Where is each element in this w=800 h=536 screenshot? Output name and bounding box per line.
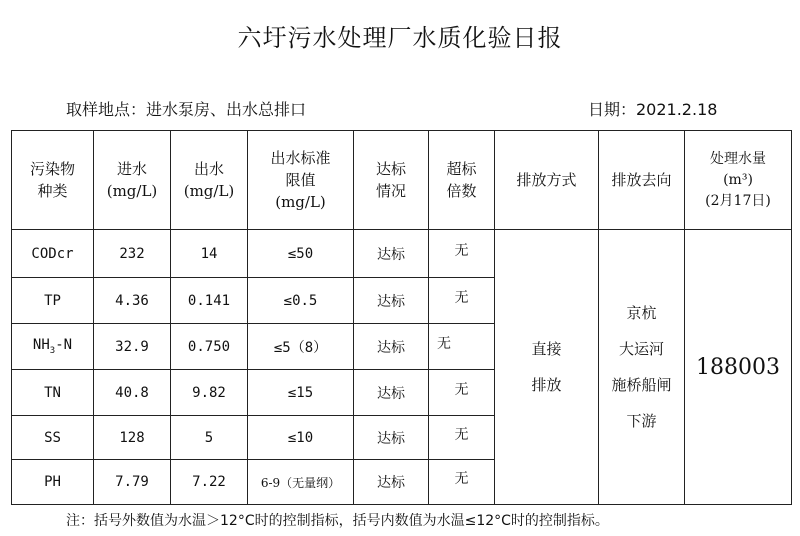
compliance-status: 达标 xyxy=(354,370,429,416)
limit-value: ≤5（8） xyxy=(248,324,354,370)
discharge-method: 直接 排放 xyxy=(495,230,599,505)
effluent-value: 5 xyxy=(171,416,248,460)
exceed-multiple: 无 xyxy=(429,230,495,278)
water-quality-table xyxy=(11,130,792,505)
header-row xyxy=(12,131,792,230)
header-exceed: 超标 倍数 xyxy=(429,131,495,230)
pollutant-name: SS xyxy=(12,416,94,460)
pollutant-name: TN xyxy=(12,370,94,416)
exceed-multiple: 无 xyxy=(429,460,495,505)
effluent-value: 9.82 xyxy=(171,370,248,416)
influent-value: 40.8 xyxy=(94,370,171,416)
pollutant-name: TP xyxy=(12,278,94,324)
report-date: 日期：2021.2.18 xyxy=(588,100,718,119)
limit-value: ≤0.5 xyxy=(248,278,354,324)
footnote: 注：括号外数值为水温＞12°C时的控制指标，括号内数值为水温≤12°C时的控制指标。 xyxy=(66,513,609,529)
header-discharge-method: 排放方式 xyxy=(495,131,599,230)
header-compliance: 达标 情况 xyxy=(354,131,429,230)
header-volume: 处理水量 (m³) (2月17日) xyxy=(685,131,792,230)
header-pollutant: 污染物 种类 xyxy=(12,131,94,230)
exceed-multiple: 无 xyxy=(429,370,495,416)
limit-value: 6-9（无量纲） xyxy=(248,460,354,505)
effluent-value: 0.141 xyxy=(171,278,248,324)
exceed-multiple: 无 xyxy=(429,416,495,460)
header-effluent: 出水 (mg/L) xyxy=(171,131,248,230)
limit-value: ≤50 xyxy=(248,230,354,278)
influent-value: 32.9 xyxy=(94,324,171,370)
influent-value: 128 xyxy=(94,416,171,460)
compliance-status: 达标 xyxy=(354,230,429,278)
influent-value: 232 xyxy=(94,230,171,278)
influent-value: 7.79 xyxy=(94,460,171,505)
influent-value: 4.36 xyxy=(94,278,171,324)
table-row xyxy=(12,230,792,278)
report-title: 六圩污水处理厂水质化验日报 xyxy=(237,24,563,52)
treatment-volume: 188003 xyxy=(685,230,792,505)
discharge-destination: 京杭 大运河 施桥船闸 下游 xyxy=(599,230,685,505)
pollutant-name: $NH_3-N$ xyxy=(12,324,94,370)
header-limit: 出水标准 限值 (mg/L) xyxy=(248,131,354,230)
effluent-value: 7.22 xyxy=(171,460,248,505)
pollutant-name: CODcr xyxy=(12,230,94,278)
header-discharge-dest: 排放去向 xyxy=(599,131,685,230)
compliance-status: 达标 xyxy=(354,460,429,505)
effluent-value: 0.750 xyxy=(171,324,248,370)
sampling-location: 取样地点：进水泵房、出水总排口 xyxy=(66,100,307,119)
pollutant-name: PH xyxy=(12,460,94,505)
limit-value: ≤15 xyxy=(248,370,354,416)
effluent-value: 14 xyxy=(171,230,248,278)
compliance-status: 达标 xyxy=(354,416,429,460)
compliance-status: 达标 xyxy=(354,324,429,370)
exceed-multiple: 无 xyxy=(429,278,495,324)
exceed-multiple: 无 xyxy=(429,324,495,370)
limit-value: ≤10 xyxy=(248,416,354,460)
header-influent: 进水 (mg/L) xyxy=(94,131,171,230)
compliance-status: 达标 xyxy=(354,278,429,324)
